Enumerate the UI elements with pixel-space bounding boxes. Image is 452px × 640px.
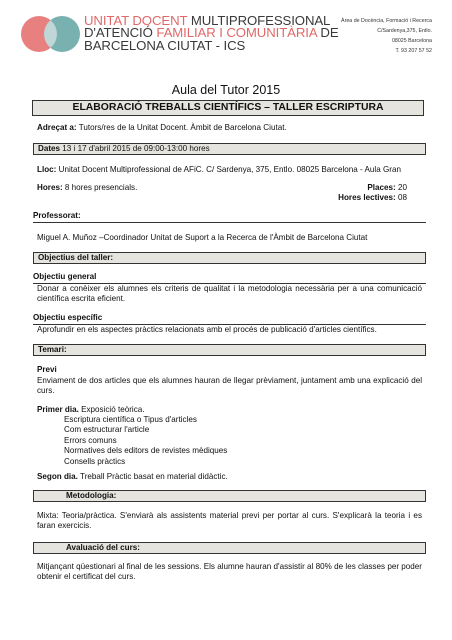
places-value: 20 — [397, 183, 407, 192]
hores-label: Hores: — [37, 183, 63, 192]
avaluacio-label: Avaluació del curs: — [66, 543, 140, 552]
address-block — [312, 16, 432, 56]
temari-label: Temari: — [38, 345, 67, 354]
dates-label: Dates — [38, 144, 61, 153]
institution-name — [84, 15, 339, 52]
segon-label: Segon dia. — [37, 472, 78, 481]
institution-logo — [20, 14, 82, 54]
places-block — [338, 183, 407, 204]
list-item: Com estructurar l'article — [64, 425, 150, 435]
dates-bar — [33, 143, 426, 155]
hores-row — [37, 183, 137, 193]
primer-label: Primer dia. — [37, 405, 79, 414]
objectius-label: Objectius del taller: — [38, 253, 114, 262]
temari-bar — [33, 344, 426, 356]
list-item: Escriptura científica o Tipus d'articles — [64, 415, 197, 424]
places-label: Places: — [367, 183, 396, 192]
aula-title: Aula del Tutor 2015 — [171, 83, 281, 97]
professorat-value: Miguel A. Muñoz –Coordinador Unitat de Suport a la Recerca de l'Àmbit de Barcelona Ciutat — [37, 233, 368, 242]
metodologia-text: Mixta: Teoria/pràctica. S'enviarà als assistents material previ per portar al curs. S'explicarà la teoria i es faran exercicis. — [37, 511, 422, 531]
title-line2-dark-a: D'ATENCIÓ — [84, 25, 153, 41]
obj-especific-text: Aprofundir en els aspectes pràctics relacionats amb el procés de publicació d'articles científics. — [37, 325, 377, 334]
segon-row — [37, 472, 228, 482]
obj-general-text: Donar a conèixer els alumnes els criteris de qualitat i la metodologia necessària per a una comunicació científica escrita eficient. — [37, 284, 422, 304]
title-line2-dark-b: DE — [320, 25, 339, 41]
primer-text: Exposició teòrica. — [81, 405, 145, 414]
adrecat-label: Adreçat a: — [37, 123, 77, 132]
hores-lectives-label: Hores lectives: — [338, 193, 396, 203]
objectius-bar — [33, 252, 426, 264]
segon-text: Treball Pràctic basat en material didàctic. — [80, 472, 228, 481]
title-line1-dark: MULTIPROFESSIONAL — [190, 13, 331, 28]
list-item: Normatives dels editors de revistes mèdiques — [64, 446, 228, 456]
list-item: Consells pràctics — [64, 456, 126, 466]
lloc-label: Lloc: — [37, 165, 57, 174]
course-title: ELABORACIÓ TREBALLS CIENTÍFICS – TALLER ESCRIPTURA — [32, 100, 424, 116]
adrecat-row — [37, 123, 287, 133]
primer-row — [37, 405, 145, 415]
address-line: Àrea de Docència, Formació i Recerca — [341, 18, 432, 24]
hores-lectives-value: 08 — [397, 193, 407, 203]
previ-heading: Previ — [37, 365, 57, 374]
avaluacio-bar — [33, 542, 426, 554]
address-line: C/Sardenya,375, Entlo. — [377, 28, 432, 34]
dates-value: 13 i 17 d'abril 2015 de 09:00-13:00 hores — [62, 144, 210, 153]
title-line2-red: FAMILIAR I COMUNITÀRIA — [156, 25, 317, 41]
lloc-row — [37, 165, 401, 175]
metodologia-label: Metodologia: — [66, 491, 117, 500]
metodologia-bar — [33, 490, 426, 502]
primer-items-list — [64, 415, 227, 467]
obj-especific-heading: Objectiu específic — [33, 313, 426, 325]
hores-value: 8 hores presencials. — [64, 183, 138, 192]
list-item: Errors comuns — [64, 435, 117, 445]
previ-text: Enviament de dos articles que els alumnes hauran de llegar prèviament, juntament amb una explicació del curs. — [37, 376, 422, 396]
lloc-value: Unitat Docent Multiprofessional de AFiC. C/ Sardenya, 375, Entlo. 08025 Barcelona - Aula Gran — [58, 165, 401, 174]
avaluacio-text: Mitjançant qüestionari al final de les sessions. Els alumne hauran d'assistir al 80% de les classes per poder obtenir el certificat del curs. — [37, 562, 422, 582]
address-line: T. 93 207 57 52 — [395, 48, 432, 54]
adrecat-value: Tutors/res de la Unitat Docent. Àmbit de Barcelona Ciutat. — [78, 123, 287, 132]
professorat-heading: Professorat: — [33, 211, 426, 223]
obj-general-heading: Objectiu general — [33, 272, 426, 284]
address-line: 08025 Barcelona — [391, 38, 432, 44]
title-line1-red: UNITAT DOCENT — [84, 13, 188, 28]
title-line3: BARCELONA CIUTAT - ICS — [84, 37, 246, 53]
